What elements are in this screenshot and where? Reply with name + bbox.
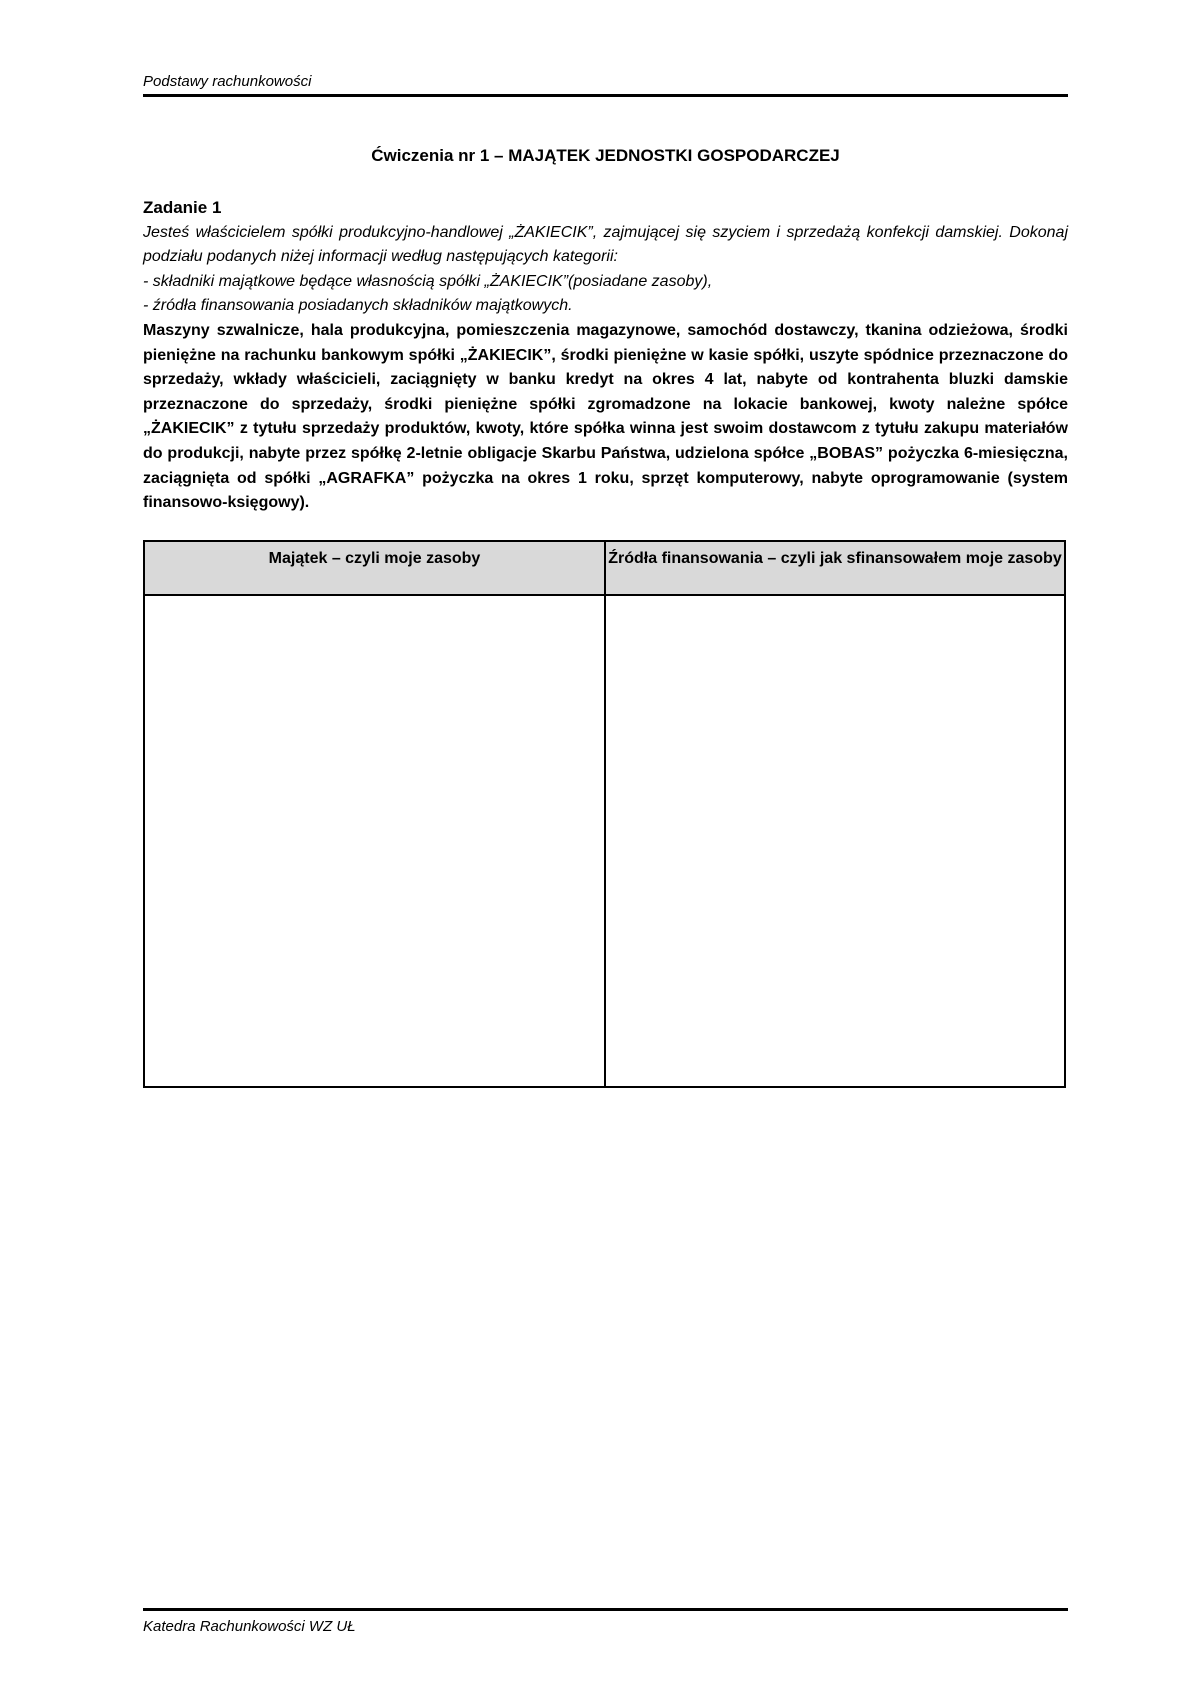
sources-answer-cell[interactable] (606, 596, 1064, 1086)
task-bullet-sources: - źródła finansowania posiadanych składników majątkowych. (143, 297, 573, 315)
running-footer: Katedra Rachunkowości WZ UŁ (143, 1618, 356, 1635)
task-heading: Zadanie 1 (143, 198, 222, 217)
table-header-assets: Majątek – czyli moje zasoby (268, 550, 481, 567)
table-column-divider (604, 542, 606, 1086)
task-items-list: Maszyny szwalnicze, hala produkcyjna, pomieszczenia magazynowe, samochód dostawczy, tkanina odzieżowa, środki pieniężne na rachunku bankowym spółki „ŻAKIECIK”, środki pieniężne w kasie spółki, uszyte spódnice przeznaczone do sprzedaży, wkłady właścicieli, zaciągnięty w banku kredyt na okres 4 lat, nabyte od kontrahenta bluzki damskie przeznaczone do sprzedaży, środki pieniężne spółki zgromadzone na lokacie bankowej, kwoty należne spółce „ŻAKIECIK” z tytułu sprzedaży produktów, kwoty, które spółka winna jest swoim dostawcom z tytułu zakupu materiałów do produkcji, nabyte przez spółkę 2-letnie obligacje Skarbu Państwa, udzielona spółce „BOBAS” pożyczka 6-miesięczna, zaciągnięta od spółki „AGRAFKA” pożyczka na okres 1 roku, sprzęt komputerowy, nabyte oprogramowanie (system finansowo-księgowy). (143, 321, 1068, 512)
table-header-sources: Źródła finansowania – czyli jak sfinansowałem moje zasoby (608, 550, 1062, 567)
answer-table (143, 540, 1066, 1088)
task-intro: Jesteś właścicielem spółki produkcyjno-handlowej „ŻAKIECIK”, zajmującej się szyciem i sprzedażą konfekcji damskiej. Dokonaj podziału podanych niżej informacji według następujących kategorii: (143, 223, 1068, 266)
task-bullet-assets: - składniki majątkowe będące własnością spółki „ŻAKIECIK”(posiadane zasoby), (143, 272, 713, 290)
assets-answer-cell[interactable] (145, 596, 604, 1086)
running-header: Podstawy rachunkowości (143, 73, 312, 90)
task-section (143, 196, 1068, 516)
footer-rule (143, 1608, 1068, 1611)
page-title: Ćwiczenia nr 1 – MAJĄTEK JEDNOSTKI GOSPODARCZEJ (371, 146, 840, 165)
header-rule (143, 94, 1068, 97)
